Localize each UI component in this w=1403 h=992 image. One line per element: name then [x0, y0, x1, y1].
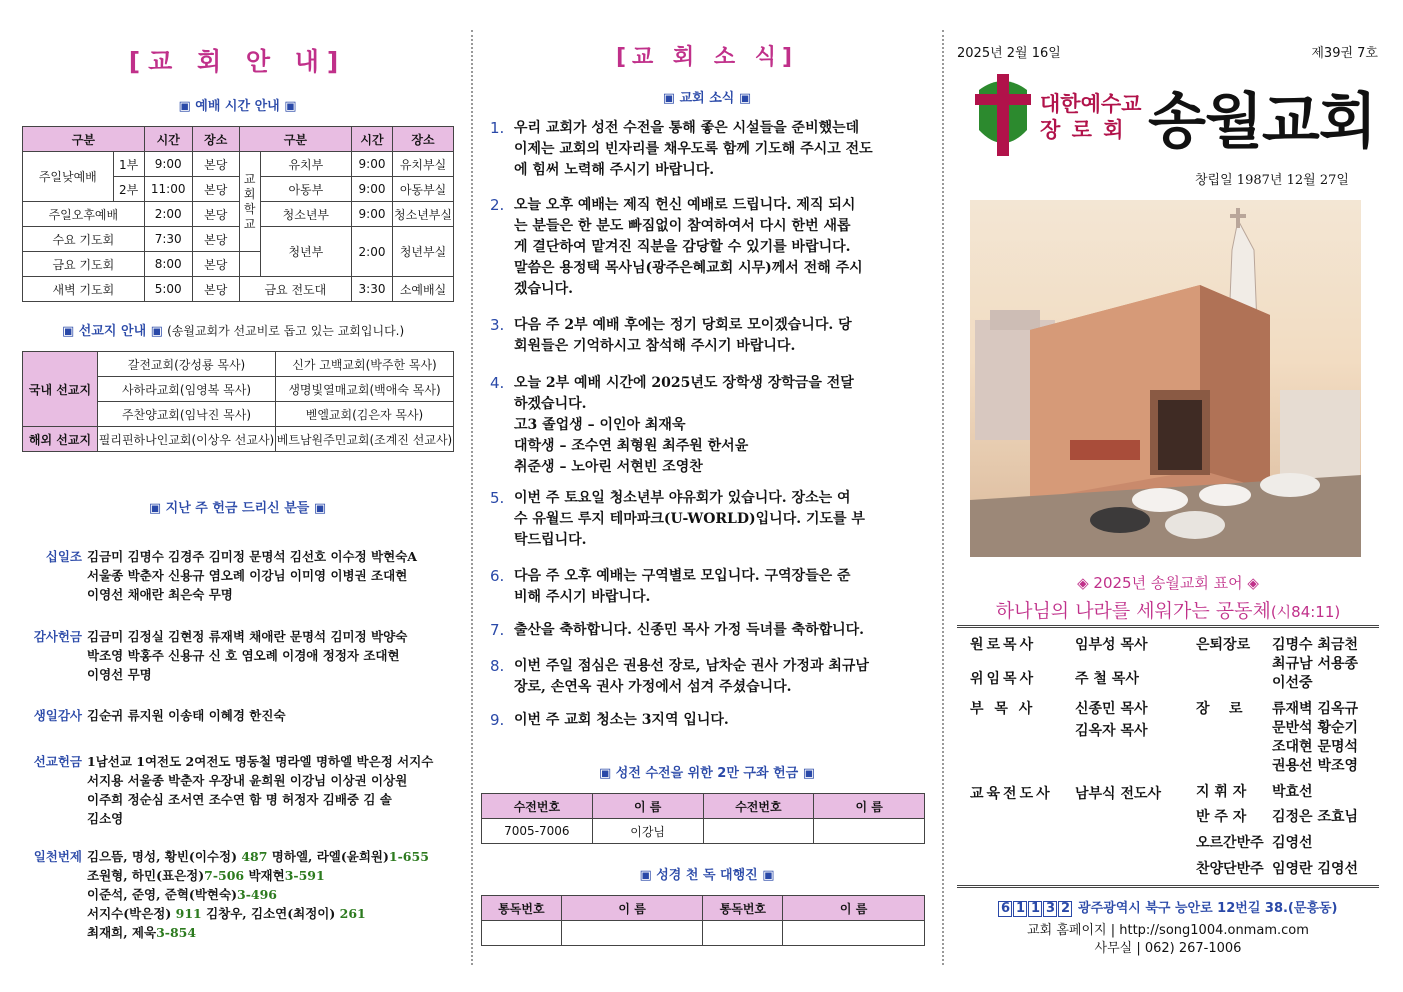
double-rule — [957, 625, 1379, 628]
worship-part: 1부 — [113, 152, 144, 177]
dept-place: 유치부실 — [393, 152, 454, 177]
staff-role: 부 목 사 — [970, 701, 1036, 717]
news-text-line: 다음 주 2부 예배 후에는 정기 당회로 모이겠습니다. 당 — [514, 317, 852, 333]
dept-place: 소예배실 — [393, 277, 454, 302]
offering-label: 생일감사 — [33, 708, 82, 723]
staff-name: 남부식 전도사 — [1075, 786, 1162, 802]
news-heading: ▣ 교회 소식 ▣ — [662, 91, 752, 106]
mission-church: 갈전교회(강성룡 목사) — [98, 352, 276, 377]
section-title: [교 회 소 식] — [615, 45, 799, 70]
news-text-line: 다음 주 오후 예배는 구역별로 모입니다. 구역장들은 준 — [514, 568, 851, 584]
staff-name: 김정은 조효님 — [1272, 809, 1359, 825]
column-header: 수전번호 — [703, 794, 814, 819]
news-item — [490, 656, 926, 698]
dept-time: 2:00 — [352, 227, 393, 277]
offering-names: 서지수(박은정) — [87, 906, 176, 921]
postal-digit: 1 — [1013, 901, 1027, 917]
cross-logo-icon — [973, 68, 1033, 156]
offering-names: 박조영 박홍주 신용규 신 호 염오례 이경애 정정자 조대현 — [87, 648, 400, 663]
double-rule — [957, 885, 1379, 888]
mission-table — [22, 351, 454, 452]
news-number: 3. — [490, 316, 505, 334]
staff-role: 지 휘 자 — [1196, 784, 1247, 800]
overseas-label: 해외 선교지 — [23, 427, 98, 452]
offering-table-heading: ▣ 성전 수전을 위한 2만 구좌 헌금 ▣ — [599, 766, 815, 781]
news-text-line: 이제는 교회의 빈자리를 채우도록 함께 기도해 주시고 전도 — [514, 141, 873, 157]
church-guide-column — [0, 0, 470, 992]
column-header: 이 름 — [561, 896, 703, 921]
dept-name: 금요 전도대 — [239, 277, 351, 302]
postal-digit: 2 — [1058, 901, 1072, 917]
worship-time: 11:00 — [144, 177, 192, 202]
staff-name: 이선중 — [1272, 675, 1313, 691]
special-offering-line — [87, 847, 455, 866]
worship-place: 본당 — [192, 227, 239, 252]
news-text-line: 대학생 – 조수연 최형원 최주원 한서윤 — [514, 438, 749, 454]
offering-number: 261 — [339, 906, 366, 921]
staff-role: 은퇴장로 — [1196, 637, 1251, 653]
offering-names: 이영선 채애란 최은숙 무명 — [87, 587, 233, 602]
offering-names: 이준석, 준영, 준혁(박현숙) — [87, 887, 237, 902]
offering-names: 1남선교 1여전도 2여전도 명동철 명라엘 명하엘 박은정 서지수 — [87, 754, 434, 769]
column-header: 통독번호 — [703, 896, 783, 921]
news-text-line: 탁드립니다. — [514, 532, 587, 548]
special-offering-line — [87, 923, 455, 942]
news-text-line: 수 유월드 루지 테마파크(U-WORLD)입니다. 기도를 부 — [514, 511, 865, 527]
news-text-line: 이번 주 토요일 청소년부 야유회가 있습니다. 장소는 여 — [514, 490, 851, 506]
news-text-line: 우리 교회가 성전 수전을 통해 좋은 시설들을 준비했는데 — [514, 120, 860, 136]
church-name: 송월교회 — [1148, 87, 1376, 157]
motto-text: 하나님의 나라를 세워가는 공동체 — [995, 600, 1271, 622]
table-cell — [703, 921, 783, 946]
dept-name: 유치부 — [260, 152, 351, 177]
mission-church: 생명빛열매교회(백애숙 목사) — [276, 377, 454, 402]
worship-name: 주일오후예배 — [23, 202, 145, 227]
column-header: 시간 — [352, 127, 393, 152]
offering-number: 7-506 — [204, 868, 245, 883]
table-cell — [561, 921, 703, 946]
special-offering-line — [87, 866, 455, 885]
church-building-image — [970, 200, 1361, 557]
news-text-line: 는 분들은 한 분도 빠짐없이 참여하여서 다시 한번 새롭 — [514, 218, 851, 234]
dept-place: 청소년부실 — [393, 202, 454, 227]
staff-name: 권용선 박조영 — [1272, 758, 1359, 774]
motto-reference: (시84:11) — [1270, 603, 1341, 621]
column-header: 통독번호 — [482, 896, 562, 921]
mission-heading: ▣ 선교지 안내 ▣ — [62, 324, 163, 339]
staff-name: 김옥자 목사 — [1075, 723, 1148, 739]
offering-names: 김금미 김정실 김현정 류재벽 채애란 문명석 김미정 박양숙 — [87, 629, 408, 644]
offering-group — [30, 752, 455, 828]
column-header: 이 름 — [783, 896, 925, 921]
staff-role: 교육전도사 — [970, 786, 1053, 802]
offering-number: 3-496 — [237, 887, 277, 902]
news-text-line: 장로, 손연옥 권사 가정에서 섬겨 주셨습니다. — [514, 679, 792, 695]
staff-role: 위임목사 — [970, 671, 1037, 687]
news-number: 4. — [490, 374, 505, 392]
denomination-line-2: 장 로 회 — [1040, 118, 1126, 142]
motto-heading: ◈ 2025년 송월교회 표어 ◈ — [1077, 574, 1259, 592]
mission-church: 베트남원주민교회(조계진 선교사) — [276, 427, 454, 452]
news-text-line: 취준생 – 노아린 서현빈 조영찬 — [514, 459, 703, 475]
dept-name: 청소년부 — [260, 202, 351, 227]
dept-time: 9:00 — [352, 177, 393, 202]
offering-names: 조원형, 하민(표은정) — [87, 868, 205, 883]
column-header: 구분 — [239, 127, 351, 152]
staff-name: 주 철 목사 — [1075, 671, 1139, 687]
offering-names: 김금미 김명수 김경주 김미정 문명석 김선호 이수정 박현숙A — [87, 549, 417, 564]
offering-names: 최재희, 제욱 — [87, 925, 157, 940]
news-text-line: 오늘 오후 예배는 제직 헌신 예배로 드립니다. 제직 되시 — [514, 197, 856, 213]
motto-line — [957, 596, 1379, 623]
postal-digit: 1 — [1028, 901, 1042, 917]
staff-role: 반 주 자 — [1196, 809, 1247, 825]
table-cell: 이강님 — [592, 819, 703, 844]
column-header: 구분 — [23, 127, 145, 152]
dept-name: 청년부 — [260, 227, 351, 277]
offering-names: 김으뜸, 명성, 황빈(이수정) — [87, 849, 242, 864]
staff-name: 신종민 목사 — [1075, 701, 1148, 717]
dept-name: 아동부 — [260, 177, 351, 202]
church-school-text: 교회학교 — [243, 171, 256, 231]
staff-name: 류재벽 김옥규 — [1272, 701, 1359, 717]
column-divider — [942, 30, 944, 965]
worship-table — [22, 126, 454, 302]
news-number: 8. — [490, 657, 505, 675]
column-header: 이 름 — [592, 794, 703, 819]
staff-name: 조대현 문명석 — [1272, 739, 1359, 755]
issue-volume: 제39권 7호 — [1311, 46, 1378, 61]
offering-names: 김소영 — [87, 811, 124, 826]
offering-number: 487 — [241, 849, 268, 864]
offering-names: 박재현 — [244, 868, 285, 883]
news-text-line: 하겠습니다. — [514, 396, 587, 412]
column-header: 장소 — [393, 127, 454, 152]
news-item — [490, 488, 926, 551]
worship-place: 본당 — [192, 252, 239, 277]
mission-church: 필리핀하나인교회(이상우 선교사) — [98, 427, 276, 452]
offering-number: 911 — [175, 906, 202, 921]
worship-time: 8:00 — [144, 252, 192, 277]
news-item — [490, 620, 926, 641]
postal-digit: 6 — [998, 901, 1012, 917]
offering-names: 김순귀 류지원 이송태 이혜경 한진숙 — [87, 708, 286, 723]
table-cell — [814, 819, 925, 844]
staff-role: 원로목사 — [970, 637, 1037, 653]
offering-group — [30, 627, 455, 684]
staff-name: 최규남 서용종 — [1272, 656, 1359, 672]
news-text-line: 오늘 2부 예배 시간에 2025년도 장학생 장학금을 전달 — [514, 375, 854, 391]
mission-heading-row — [62, 320, 462, 339]
bible-reading-heading: ▣ 성경 천 독 대행진 ▣ — [639, 868, 775, 883]
worship-name: 금요 기도회 — [23, 252, 145, 277]
section-title: [교 회 안 내] — [128, 47, 347, 76]
staff-role: 오르간반주 — [1196, 835, 1264, 851]
offering-group — [30, 847, 455, 942]
news-item — [490, 710, 926, 731]
news-text-line: 비해 주시기 바랍니다. — [514, 589, 651, 605]
bible-reading-table — [481, 895, 925, 946]
offering-names: 이주희 정순심 조서연 조수연 함 명 허정자 김배중 김 솔 — [87, 792, 392, 807]
dept-time: 3:30 — [352, 277, 393, 302]
staff-name: 김명수 최금천 — [1272, 637, 1359, 653]
dept-place: 아동부실 — [393, 177, 454, 202]
news-item — [490, 195, 926, 300]
founding-date: 창립일 1987년 12월 27일 — [1195, 173, 1349, 188]
news-number: 2. — [490, 196, 505, 214]
worship-time: 7:30 — [144, 227, 192, 252]
staff-name: 임영란 김영선 — [1272, 861, 1359, 877]
news-text-line: 말씀은 용정택 목사님(광주은혜교회 시무)께서 전해 주시 — [514, 260, 863, 276]
column-header: 시간 — [144, 127, 192, 152]
worship-heading: ▣ 예배 시간 안내 ▣ — [178, 99, 297, 114]
postal-digit: 3 — [1043, 901, 1057, 917]
dept-place: 청년부실 — [393, 227, 454, 277]
worship-name: 수요 기도회 — [23, 227, 145, 252]
news-text-line: 게 결단하여 맡겨진 직분을 감당할 수 있기를 바랍니다. — [514, 239, 851, 255]
special-offering-lines — [87, 847, 455, 942]
special-offering-line — [87, 904, 455, 923]
mission-church: 사하라교회(임영복 목사) — [98, 377, 276, 402]
table-cell: 7005-7006 — [482, 819, 593, 844]
news-item — [490, 315, 926, 357]
offering-group — [30, 547, 455, 604]
worship-part: 2부 — [113, 177, 144, 202]
offering-label: 일천번제 — [33, 849, 82, 864]
table-cell — [783, 921, 925, 946]
news-text-line: 이번 주 교회 청소는 3지역 입니다. — [514, 712, 729, 728]
news-text-line: 출산을 축하합니다. 신종민 목사 가정 득녀를 축하합니다. — [514, 622, 865, 638]
worship-place: 본당 — [192, 277, 239, 302]
address-text: 광주광역시 북구 능안로 12번길 38.(문흥동) — [1078, 901, 1338, 916]
news-number: 6. — [490, 567, 505, 585]
church-school-label — [239, 152, 260, 252]
worship-place: 본당 — [192, 152, 239, 177]
worship-time: 9:00 — [144, 152, 192, 177]
offering-names: 서지용 서울종 박춘자 우장내 윤희원 이강님 이상권 이상원 — [87, 773, 408, 788]
dept-time: 9:00 — [352, 152, 393, 177]
news-item — [490, 118, 926, 181]
news-item — [490, 566, 926, 608]
news-text-line: 겠습니다. — [514, 281, 573, 297]
address-line — [957, 897, 1379, 917]
denomination-line-1: 대한예수교 — [1040, 92, 1142, 116]
staff-name: 박효선 — [1272, 784, 1313, 800]
offering-label: 선교헌금 — [33, 754, 82, 769]
staff-name: 임부성 목사 — [1075, 637, 1148, 653]
offerings-heading: ▣ 지난 주 헌금 드리신 분들 ▣ — [148, 501, 327, 516]
postal-code — [998, 901, 1073, 916]
offering-names: 이영선 무명 — [87, 667, 152, 682]
offering-names: 서울종 박춘자 신용규 염오례 이강님 이미영 이병권 조대현 — [87, 568, 408, 583]
column-header: 이 름 — [814, 794, 925, 819]
offering-group — [30, 706, 455, 725]
offering-names: 명하엘, 라엘(윤희원) — [267, 849, 389, 864]
offering-names: 김창우, 김소연(최정이) — [201, 906, 340, 921]
news-number: 9. — [490, 711, 505, 729]
news-text-line: 에 힘써 노력해 주시기 바랍니다. — [514, 162, 715, 178]
worship-time: 5:00 — [144, 277, 192, 302]
issue-date: 2025년 2월 16일 — [957, 46, 1061, 61]
worship-name: 주일낮예배 — [23, 152, 114, 202]
offering-number: 3-854 — [156, 925, 197, 940]
office-phone: 사무실 | 062) 267-1006 — [1094, 941, 1242, 956]
news-number: 7. — [490, 621, 505, 639]
church-logo — [973, 68, 1033, 156]
offering-label: 십일조 — [45, 549, 82, 564]
offering-number: 3-591 — [284, 868, 325, 883]
staff-role: 찬양단반주 — [1196, 861, 1264, 877]
worship-place: 본당 — [192, 202, 239, 227]
offering-label: 감사헌금 — [33, 629, 82, 644]
special-offering-line — [87, 885, 455, 904]
domestic-label: 국내 선교지 — [23, 352, 98, 427]
news-item — [490, 373, 926, 478]
news-number: 5. — [490, 489, 505, 507]
worship-name: 새벽 기도회 — [23, 277, 145, 302]
offering-number: 1-655 — [388, 849, 429, 864]
column-header: 장소 — [192, 127, 239, 152]
mission-church: 벧엘교회(김은자 목사) — [276, 402, 454, 427]
news-number: 1. — [490, 119, 505, 137]
mission-church: 주찬양교회(임낙진 목사) — [98, 402, 276, 427]
table-cell — [482, 921, 562, 946]
worship-place: 본당 — [192, 177, 239, 202]
staff-name: 문반석 황순기 — [1272, 720, 1359, 736]
news-text-line: 회원들은 기억하시고 참석해 주시기 바랍니다. — [514, 338, 796, 354]
news-text-line: 고3 졸업생 – 이인아 최재욱 — [514, 417, 686, 433]
church-building-photo — [970, 200, 1361, 557]
dept-time: 9:00 — [352, 202, 393, 227]
column-header: 수전번호 — [482, 794, 593, 819]
staff-role: 장 로 — [1196, 701, 1243, 717]
mission-church: 신가 고백교회(박주한 목사) — [276, 352, 454, 377]
table-cell — [703, 819, 814, 844]
worship-time: 2:00 — [144, 202, 192, 227]
homepage: 교회 홈페이지 | http://song1004.onmam.com — [1027, 923, 1309, 938]
mission-note: (송월교회가 선교비로 돕고 있는 교회입니다.) — [167, 324, 405, 338]
news-text-line: 이번 주일 점심은 권용선 장로, 남차순 권사 가정과 최규남 — [514, 658, 869, 674]
construction-offering-table — [481, 793, 925, 844]
staff-name: 김영선 — [1272, 835, 1313, 851]
